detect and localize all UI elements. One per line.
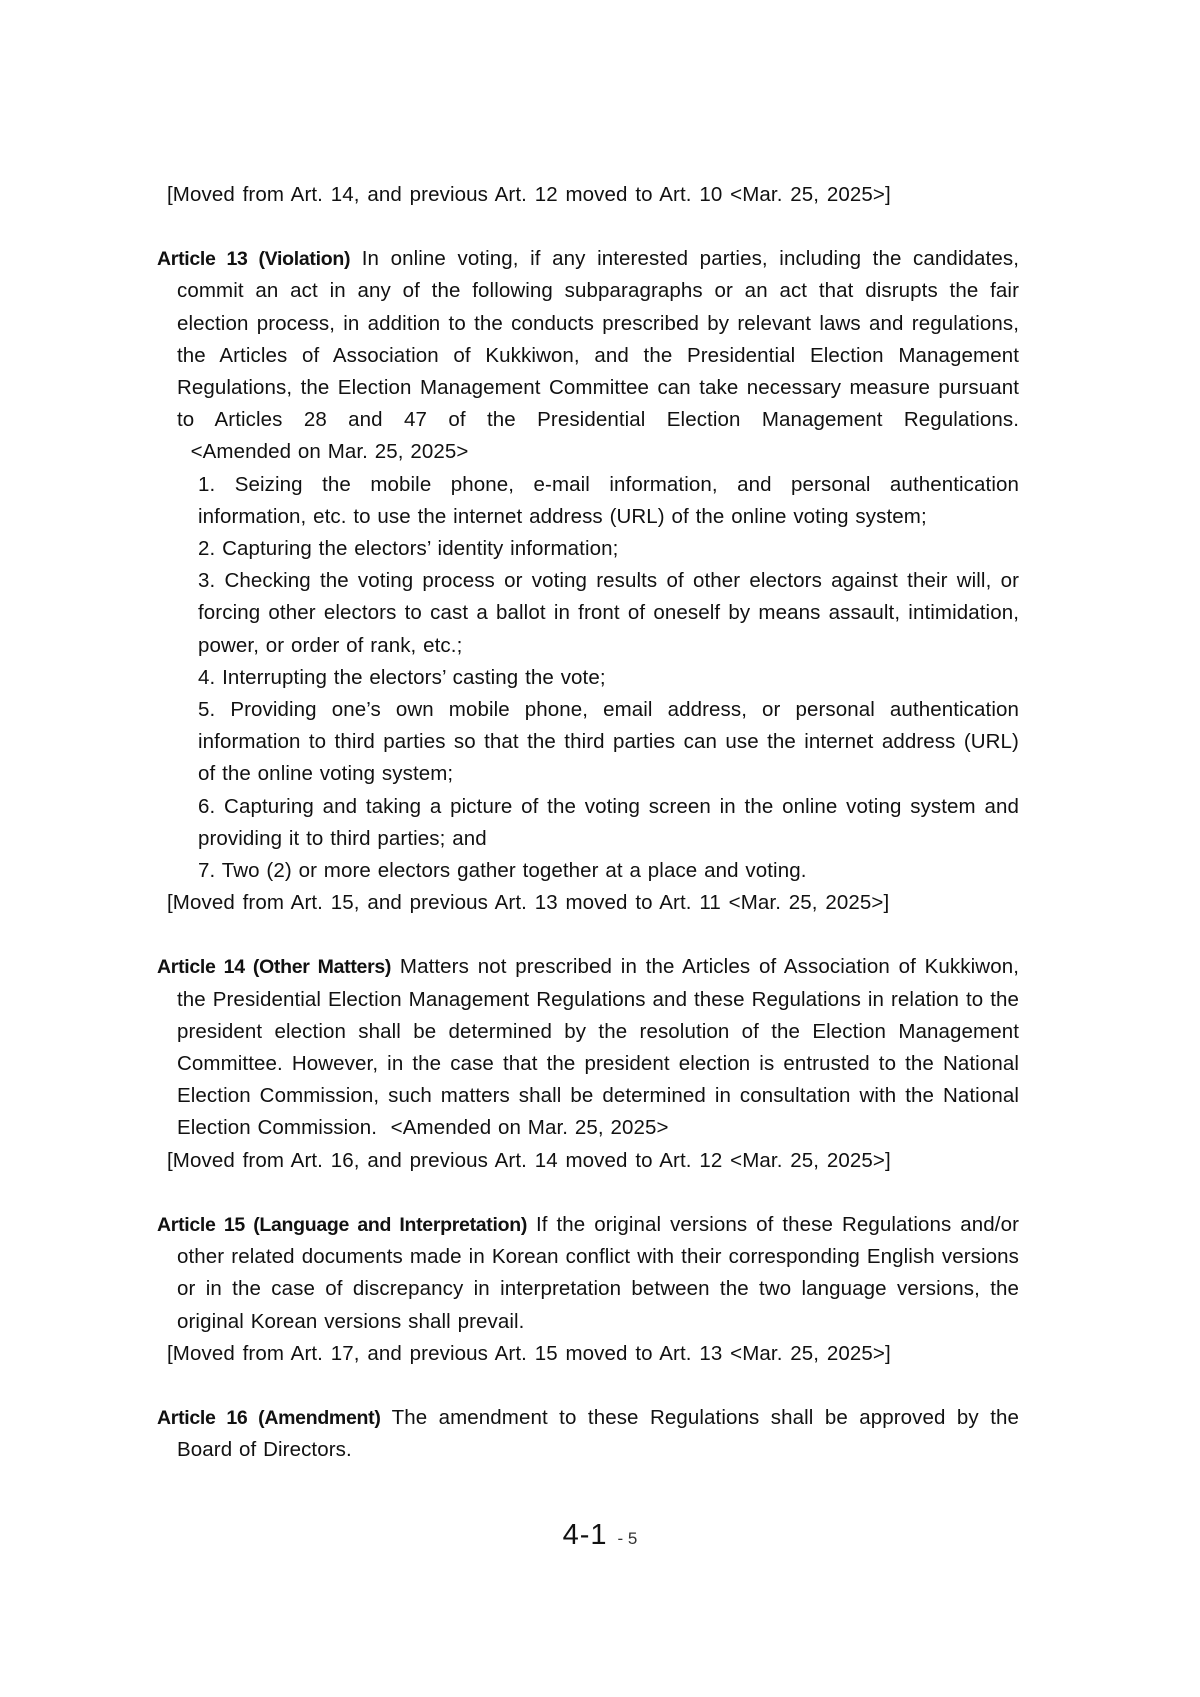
list-item: 4. Interrupting the electors’ casting the vote; <box>198 665 606 689</box>
article-body: Matters not prescribed in the Articles of Association of Kukkiwon, the Presidential Election Management Regulations and these Regulations in relation to the president election shall be determined by the resolution of the Election Management Committee. However, in the case that the president election is entrusted to the National Election Commission, such matters shall be determined in consultation with the National Election Commission. <box>177 955 1019 1140</box>
article-16 <box>157 1402 1019 1466</box>
list-item: 5. Providing one’s own mobile phone, email address, or personal authentication information to third parties so that the third parties can use the internet address (URL) of the online voting system; <box>198 698 1019 786</box>
list-item: 7. Two (2) or more electors gather together at a place and voting. <box>198 859 807 883</box>
page-footer <box>0 1519 1200 1552</box>
article-heading: Article 14 (Other Matters) <box>157 956 392 979</box>
article-13 <box>157 243 1019 919</box>
article-14 <box>157 951 1019 1176</box>
subparagraph-list <box>157 469 1019 888</box>
relocation-note: [Moved from Art. 16, and previous Art. 14 moved to Art. 12 <Mar. 25, 2025>] <box>167 1148 891 1172</box>
amendment-note: <Amended on Mar. 25, 2025> <box>177 440 469 464</box>
article-heading: Article 13 (Violation) <box>157 248 351 271</box>
page-number: - 5 <box>617 1529 638 1548</box>
article-heading: Article 16 (Amendment) <box>157 1406 381 1429</box>
list-item: 2. Capturing the electors’ identity information; <box>198 537 619 561</box>
article-body: If the original versions of these Regulations and/or other related documents made in Korean conflict with their corresponding English versions or in the case of discrepancy in interpretation between the two language versions, the original Korean versions shall prevail. <box>177 1212 1019 1333</box>
list-item: 6. Capturing and taking a picture of the voting screen in the online voting system and providing it to third parties; and <box>198 794 1019 850</box>
list-item: 1. Seizing the mobile phone, e-mail information, and personal authentication information, etc. to use the internet address (URL) of the online voting system; <box>198 472 1019 528</box>
article-15 <box>157 1209 1019 1370</box>
document-body <box>157 179 1019 1466</box>
article-body: The amendment to these Regulations shall be approved by the Board of Directors. <box>177 1405 1019 1462</box>
article-heading: Article 15 (Language and Interpretation) <box>157 1213 528 1236</box>
relocation-note: [Moved from Art. 14, and previous Art. 12 moved to Art. 10 <Mar. 25, 2025>] <box>167 183 891 206</box>
relocation-note: [Moved from Art. 15, and previous Art. 13 moved to Art. 11 <Mar. 25, 2025>] <box>167 891 890 915</box>
article-14-paragraph <box>157 951 1019 1144</box>
list-item: 3. Checking the voting process or voting results of other electors against their will, or forcing other electors to cast a ballot in front of oneself by means assault, intimidation, power, or order of rank, etc.; <box>198 569 1019 657</box>
article-body: In online voting, if any interested parties, including the candidates, commit an act in any of the following subparagraphs or an act that disrupts the fair election process, in addition to the conducts prescribed by relevant laws and regulations, the Articles of Association of Kukkiwon, and the Presidential Election Management Regulations, the Election Management Committee can take necessary measure pursuant to Articles 28 and 47 of the Presidential Election Management Regulations. <box>177 247 1019 432</box>
relocation-note: [Moved from Art. 17, and previous Art. 15 moved to Art. 13 <Mar. 25, 2025>] <box>167 1341 891 1365</box>
article-13-paragraph <box>157 243 1019 468</box>
amendment-note: <Amended on Mar. 25, 2025> <box>377 1116 669 1140</box>
article-16-paragraph <box>157 1402 1019 1466</box>
page-label: 4-1 <box>562 1519 608 1551</box>
article-15-paragraph <box>157 1209 1019 1338</box>
